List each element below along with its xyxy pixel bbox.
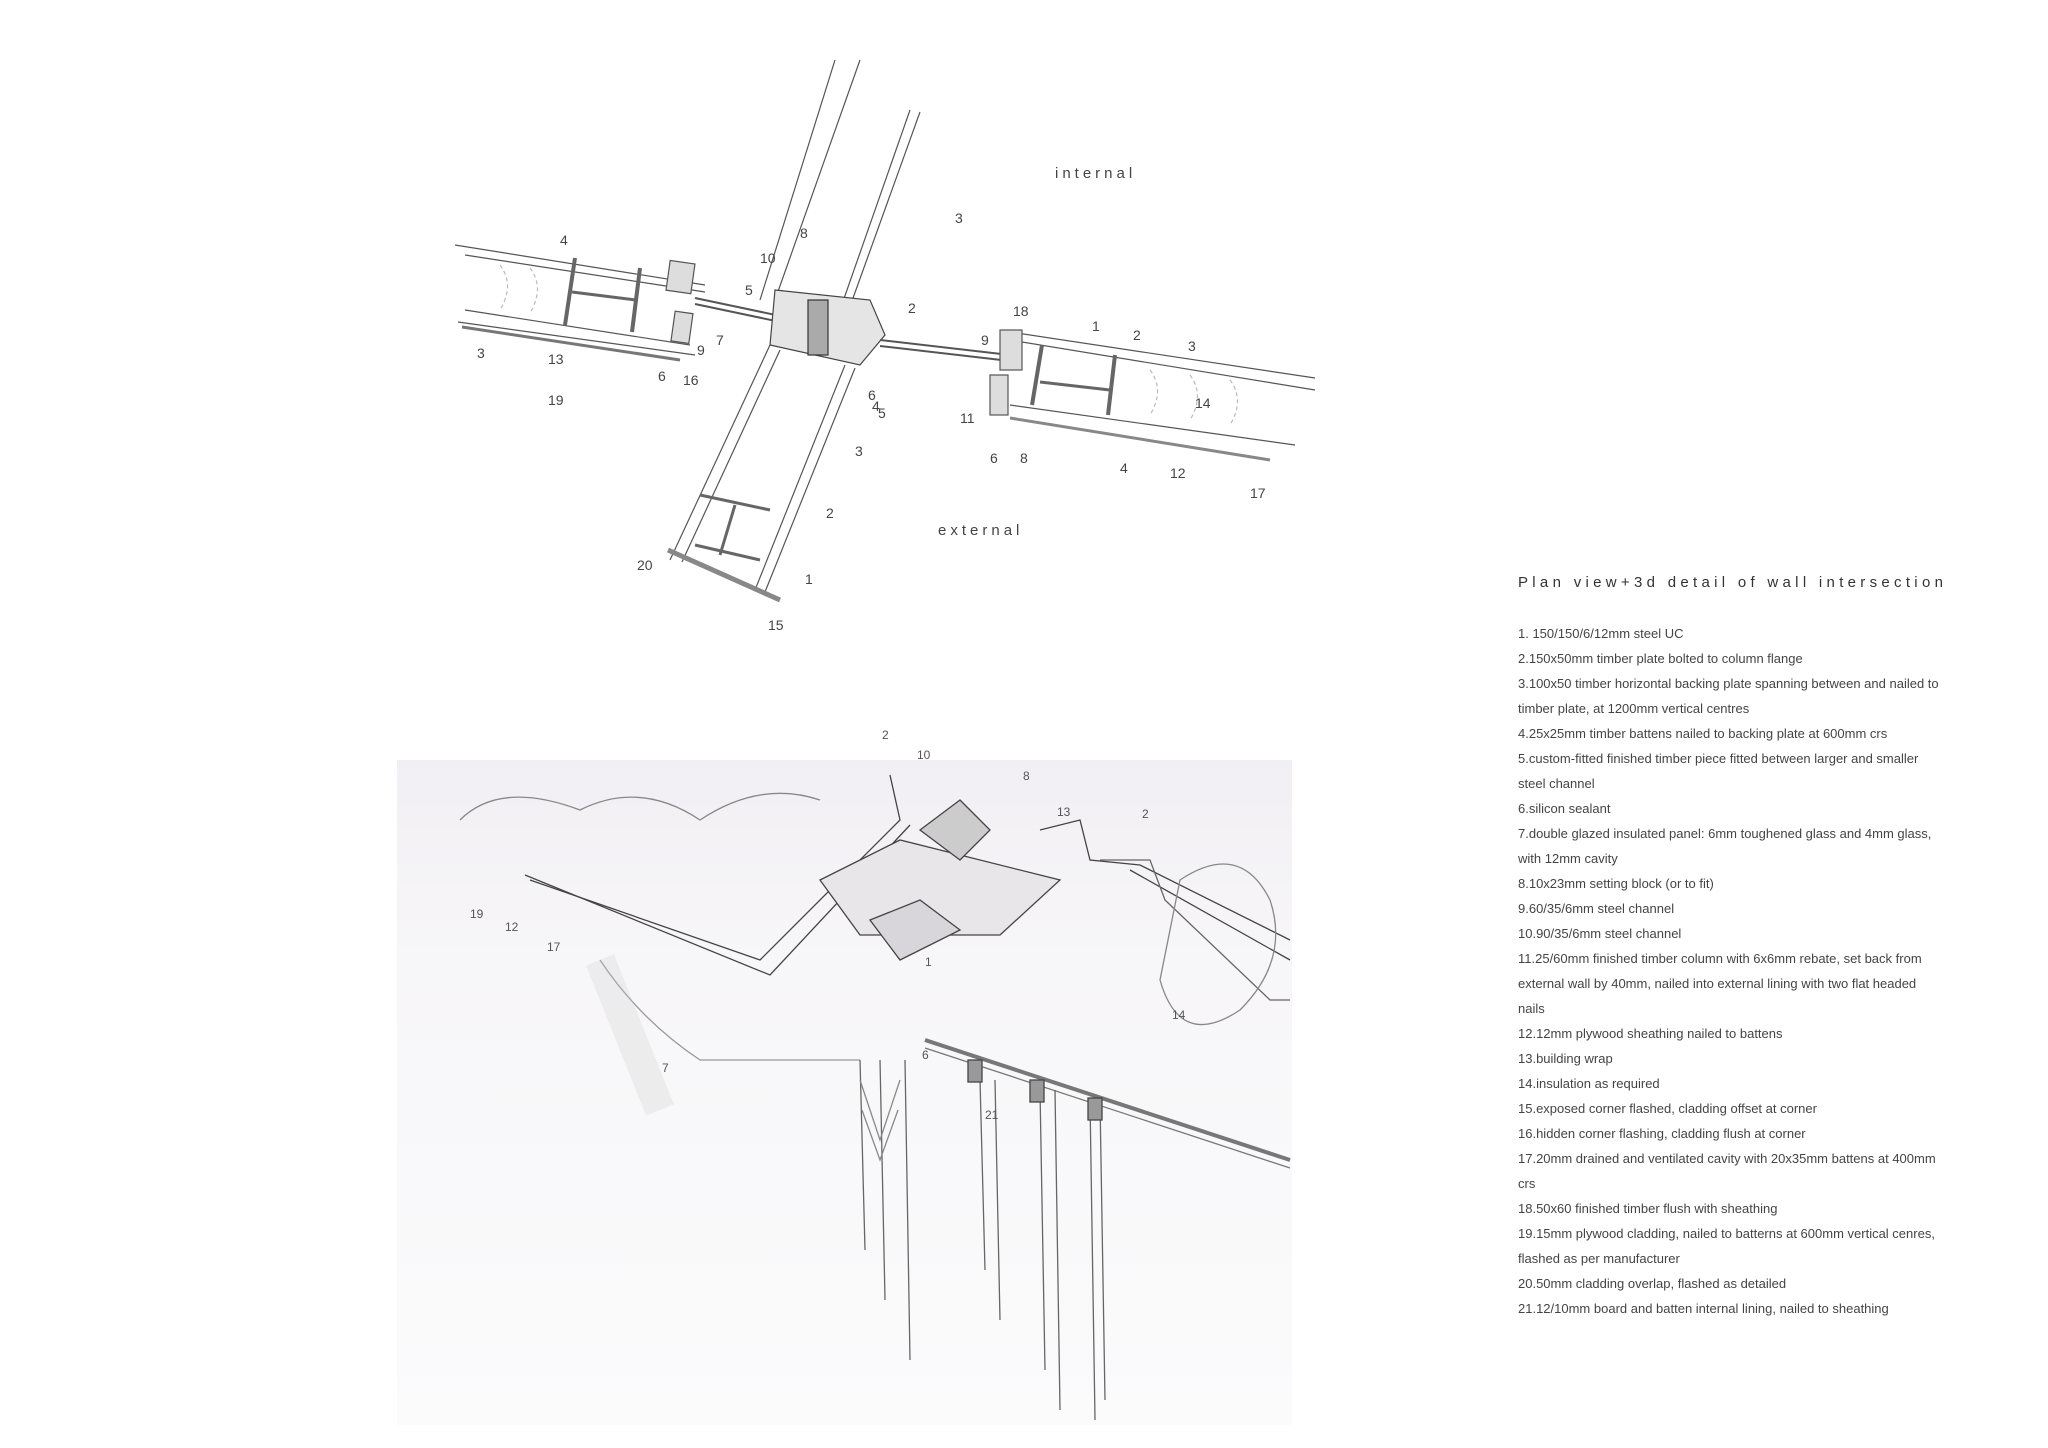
callout-number: 6 bbox=[868, 387, 876, 403]
3d-detail-linework bbox=[397, 760, 1292, 1425]
callout-number: 12 bbox=[505, 920, 519, 934]
legend-item: with 12mm cavity bbox=[1518, 851, 1618, 866]
legend-item: 17.20mm drained and ventilated cavity with 20x35mm battens at 400mm bbox=[1518, 1151, 1936, 1166]
callout-number: 3 bbox=[477, 345, 485, 361]
callout-number: 6 bbox=[922, 1048, 929, 1062]
internal-zone-label: internal bbox=[1055, 165, 1137, 182]
legend-item: 9.60/35/6mm steel channel bbox=[1518, 901, 1675, 916]
legend-item: crs bbox=[1518, 1176, 1536, 1191]
external-zone-label: external bbox=[938, 522, 1024, 539]
callout-number: 4 bbox=[1120, 460, 1128, 476]
callout-number: 2 bbox=[1142, 807, 1149, 821]
callout-number: 10 bbox=[760, 250, 776, 266]
legend-item: 21.12/10mm board and batten internal lining, nailed to sheathing bbox=[1518, 1301, 1889, 1316]
callout-number: 19 bbox=[548, 392, 564, 408]
3d-detail-drawing bbox=[397, 760, 1292, 1425]
callout-number: 8 bbox=[800, 225, 808, 241]
callout-number: 19 bbox=[470, 907, 484, 921]
legend-item: 13.building wrap bbox=[1518, 1051, 1613, 1066]
callout-number: 4 bbox=[872, 398, 880, 414]
callout-number: 8 bbox=[1023, 769, 1030, 783]
callout-number: 2 bbox=[882, 728, 889, 742]
callout-number: 4 bbox=[560, 232, 568, 248]
callout-number: 14 bbox=[1172, 1008, 1186, 1022]
legend-item: 20.50mm cladding overlap, flashed as detailed bbox=[1518, 1276, 1787, 1291]
callout-number: 10 bbox=[917, 748, 931, 762]
callout-number: 15 bbox=[768, 617, 784, 633]
callout-number: 11 bbox=[960, 410, 975, 426]
callout-number: 20 bbox=[637, 557, 653, 573]
legend-item: 4.25x25mm timber battens nailed to backing plate at 600mm crs bbox=[1518, 726, 1888, 741]
callout-number: 7 bbox=[662, 1061, 669, 1075]
callout-number: 18 bbox=[1013, 303, 1029, 319]
callout-number: 1 bbox=[805, 571, 813, 587]
callout-number: 14 bbox=[1195, 395, 1211, 411]
plan-view-linework bbox=[440, 40, 1340, 650]
legend-item: 19.15mm plywood cladding, nailed to batterns at 600mm vertical cenres, bbox=[1518, 1226, 1935, 1241]
callout-number: 2 bbox=[1133, 327, 1141, 343]
callout-number: 13 bbox=[1057, 805, 1071, 819]
legend-panel bbox=[1518, 574, 1978, 1321]
callout-number: 16 bbox=[683, 372, 699, 388]
callout-number: 2 bbox=[908, 300, 916, 316]
legend-item: 12.12mm plywood sheathing nailed to battens bbox=[1518, 1026, 1783, 1041]
callout-number: 17 bbox=[1250, 485, 1266, 501]
legend-item: 14.insulation as required bbox=[1518, 1076, 1660, 1091]
legend-item: 1. 150/150/6/12mm steel UC bbox=[1518, 626, 1684, 641]
callout-number: 2 bbox=[826, 505, 834, 521]
callout-number: 17 bbox=[547, 940, 561, 954]
callout-number: 5 bbox=[878, 405, 886, 421]
callout-number: 9 bbox=[697, 342, 705, 358]
legend-item: 16.hidden corner flashing, cladding flush at corner bbox=[1518, 1126, 1806, 1141]
legend-item: flashed as per manufacturer bbox=[1518, 1251, 1680, 1266]
legend-item: 2.150x50mm timber plate bolted to column flange bbox=[1518, 651, 1803, 666]
legend-item: 5.custom-fitted finished timber piece fitted between larger and smaller bbox=[1518, 751, 1919, 766]
callout-number: 9 bbox=[981, 332, 989, 348]
legend-item: nails bbox=[1518, 1001, 1545, 1016]
legend-item: 15.exposed corner flashed, cladding offset at corner bbox=[1518, 1101, 1817, 1116]
legend-list bbox=[1518, 621, 1978, 1321]
callout-number: 8 bbox=[1020, 450, 1028, 466]
callout-number: 1 bbox=[1092, 318, 1100, 334]
legend-item: 18.50x60 finished timber flush with sheathing bbox=[1518, 1201, 1778, 1216]
legend-item: 8.10x23mm setting block (or to fit) bbox=[1518, 876, 1714, 891]
legend-item: timber plate, at 1200mm vertical centres bbox=[1518, 701, 1750, 716]
callout-number: 3 bbox=[1188, 338, 1196, 354]
callout-number: 7 bbox=[716, 332, 724, 348]
callout-number: 3 bbox=[855, 443, 863, 459]
legend-item: steel channel bbox=[1518, 776, 1595, 791]
callout-number: 12 bbox=[1170, 465, 1186, 481]
callout-number: 5 bbox=[745, 282, 753, 298]
callout-number: 21 bbox=[985, 1108, 999, 1122]
callout-number: 3 bbox=[955, 210, 963, 226]
drawing-title: Plan view+3d detail of wall intersection bbox=[1518, 574, 1948, 591]
plan-view-drawing bbox=[440, 40, 1340, 650]
legend-item: 6.silicon sealant bbox=[1518, 801, 1611, 816]
callout-number: 1 bbox=[925, 955, 932, 969]
callout-number: 6 bbox=[658, 368, 666, 384]
callout-number: 13 bbox=[548, 351, 564, 367]
legend-item: 7.double glazed insulated panel: 6mm toughened glass and 4mm glass, bbox=[1518, 826, 1932, 841]
callout-number: 6 bbox=[990, 450, 998, 466]
legend-item: 11.25/60mm finished timber column with 6x6mm rebate, set back from bbox=[1518, 951, 1922, 966]
legend-item: external wall by 40mm, nailed into external lining with two flat headed bbox=[1518, 976, 1917, 991]
legend-item: 3.100x50 timber horizontal backing plate spanning between and nailed to bbox=[1518, 676, 1939, 691]
legend-item: 10.90/35/6mm steel channel bbox=[1518, 926, 1682, 941]
